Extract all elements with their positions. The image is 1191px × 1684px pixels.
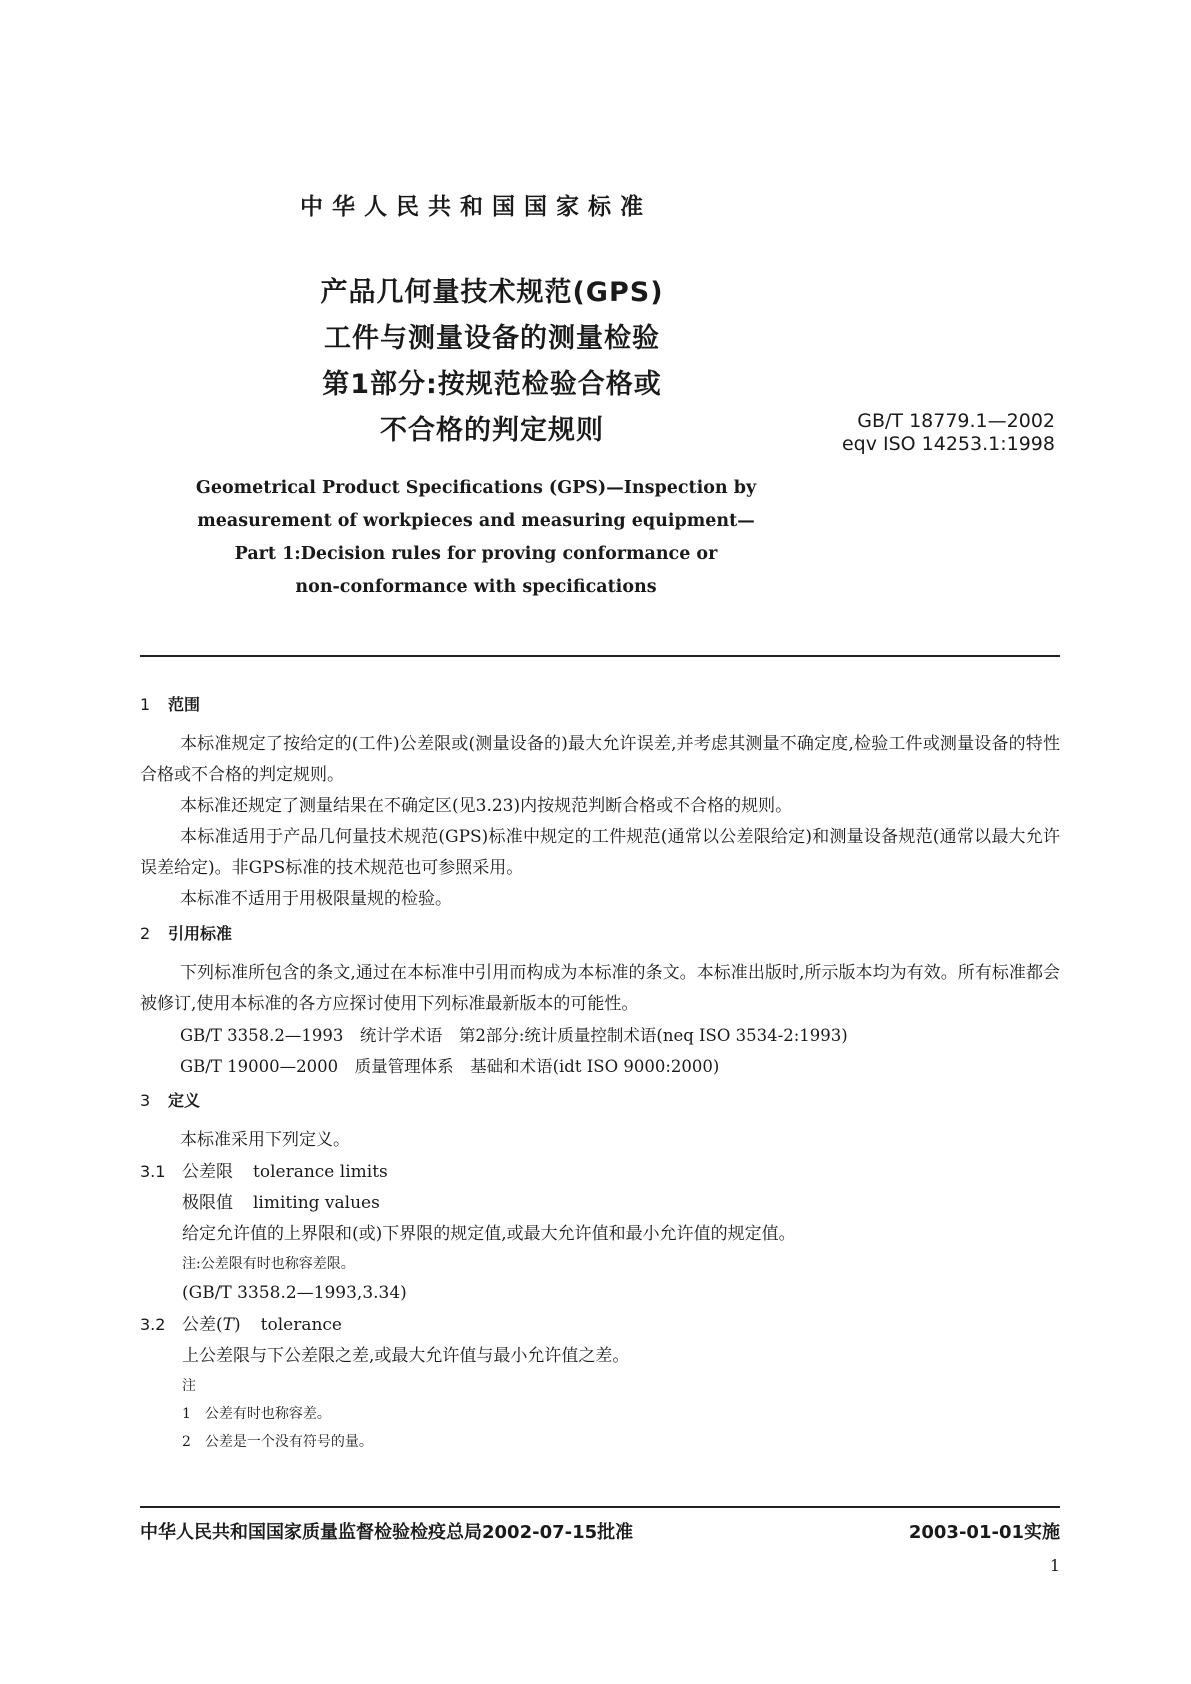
note-item: 2 公差是一个没有符号的量。 <box>182 1434 373 1450</box>
definition-3-1-alt-term <box>140 1188 1060 1219</box>
definition-text: 上公差限与下公差限之差,或最大允许值与最小允许值之差。 <box>182 1346 630 1366</box>
chinese-title <box>262 270 722 454</box>
note-label: 注 <box>182 1378 196 1394</box>
term-chinese: 公差限 <box>182 1162 233 1182</box>
standard-code: GB/T 18779.1—2002 <box>857 410 1055 432</box>
paragraph: 本标准不适用于用极限量规的检验。 <box>180 889 452 909</box>
section-heading-references <box>140 921 1060 944</box>
section-number: 2 <box>140 924 151 943</box>
top-divider <box>140 655 1060 657</box>
english-title <box>195 472 757 604</box>
section-number: 1 <box>140 695 151 714</box>
term-english: tolerance limits <box>253 1162 388 1182</box>
title-line: 工件与测量设备的测量检验 <box>324 323 660 354</box>
title-line: 第1部分:按规范检验合格或 <box>322 369 662 400</box>
equivalent-code: eqv ISO 14253.1:1998 <box>841 433 1055 455</box>
note-item: 1 公差有时也称容差。 <box>182 1406 331 1422</box>
paragraph: 本标准规定了按给定的(工件)公差限或(测量设备的)最大允许误差,并考虑其测量不确定度,检验工件或测量设备的特性合格或不合格的判定规则。 <box>140 734 1060 785</box>
section-heading-scope <box>140 692 1060 715</box>
english-title-line: non-conformance with specifications <box>295 577 657 597</box>
section-title: 定义 <box>168 1091 201 1110</box>
definition-note: 注:公差限有时也称容差限。 <box>182 1256 355 1272</box>
term-chinese: 公差( <box>182 1315 223 1335</box>
national-standard-heading: 中华人民共和国国家标准 <box>300 194 652 220</box>
term-english: tolerance <box>260 1315 342 1335</box>
definition-3-2-term <box>140 1309 1060 1341</box>
title-line: 不合格的判定规则 <box>380 415 604 446</box>
paragraph: 本标准采用下列定义。 <box>180 1130 350 1150</box>
implementation-date: 2003-01-01实施 <box>908 1522 1060 1543</box>
definition-number: 3.2 <box>140 1315 166 1334</box>
definition-source: (GB/T 3358.2—1993,3.34) <box>182 1283 407 1303</box>
paragraph: 本标准还规定了测量结果在不确定区(见3.23)内按规范判断合格或不合格的规则。 <box>180 796 793 816</box>
section-heading-definitions <box>140 1088 1060 1111</box>
definition-3-1-term <box>140 1156 1060 1188</box>
section-number: 3 <box>140 1091 151 1110</box>
document-body <box>140 680 1060 1456</box>
reference-item: GB/T 3358.2—1993 统计学术语 第2部分:统计质量控制术语(neq ISO 3534-2:1993) <box>180 1026 848 1045</box>
section-title: 引用标准 <box>168 924 233 943</box>
english-title-line: measurement of workpieces and measuring equipment— <box>197 511 755 531</box>
title-line: 产品几何量技术规范(GPS) <box>320 277 664 308</box>
term-symbol: T <box>222 1315 234 1335</box>
english-title-line: Part 1:Decision rules for proving conformance or <box>234 544 718 564</box>
page-number: 1 <box>1049 1556 1060 1575</box>
bottom-divider <box>140 1506 1060 1508</box>
paragraph: 下列标准所包含的条文,通过在本标准中引用而构成为本标准的条文。本标准出版时,所示版本均为有效。所有标准都会被修订,使用本标准的各方应探讨使用下列标准最新版本的可能性。 <box>140 963 1060 1014</box>
definition-number: 3.1 <box>140 1162 166 1181</box>
english-title-line: Geometrical Product Specifications (GPS)—Inspection by <box>195 478 757 498</box>
section-title: 范围 <box>168 695 201 714</box>
alt-term-chinese: 极限值 <box>182 1193 233 1213</box>
term-close: ) <box>233 1315 241 1335</box>
approval-line: 中华人民共和国国家质量监督检验检疫总局2002-07-15批准 <box>140 1522 634 1543</box>
reference-item: GB/T 19000—2000 质量管理体系 基础和术语(idt ISO 9000:2000) <box>180 1057 720 1076</box>
alt-term-english: limiting values <box>253 1193 380 1213</box>
definition-text: 给定允许值的上界限和(或)下界限的规定值,或最大允许值和最小允许值的规定值。 <box>182 1224 796 1244</box>
standard-code-block <box>802 410 1055 456</box>
paragraph: 本标准适用于产品几何量技术规范(GPS)标准中规定的工件规范(通常以公差限给定)和测量设备规范(通常以最大允许误差给定)。非GPS标准的技术规范也可参照采用。 <box>140 827 1060 878</box>
